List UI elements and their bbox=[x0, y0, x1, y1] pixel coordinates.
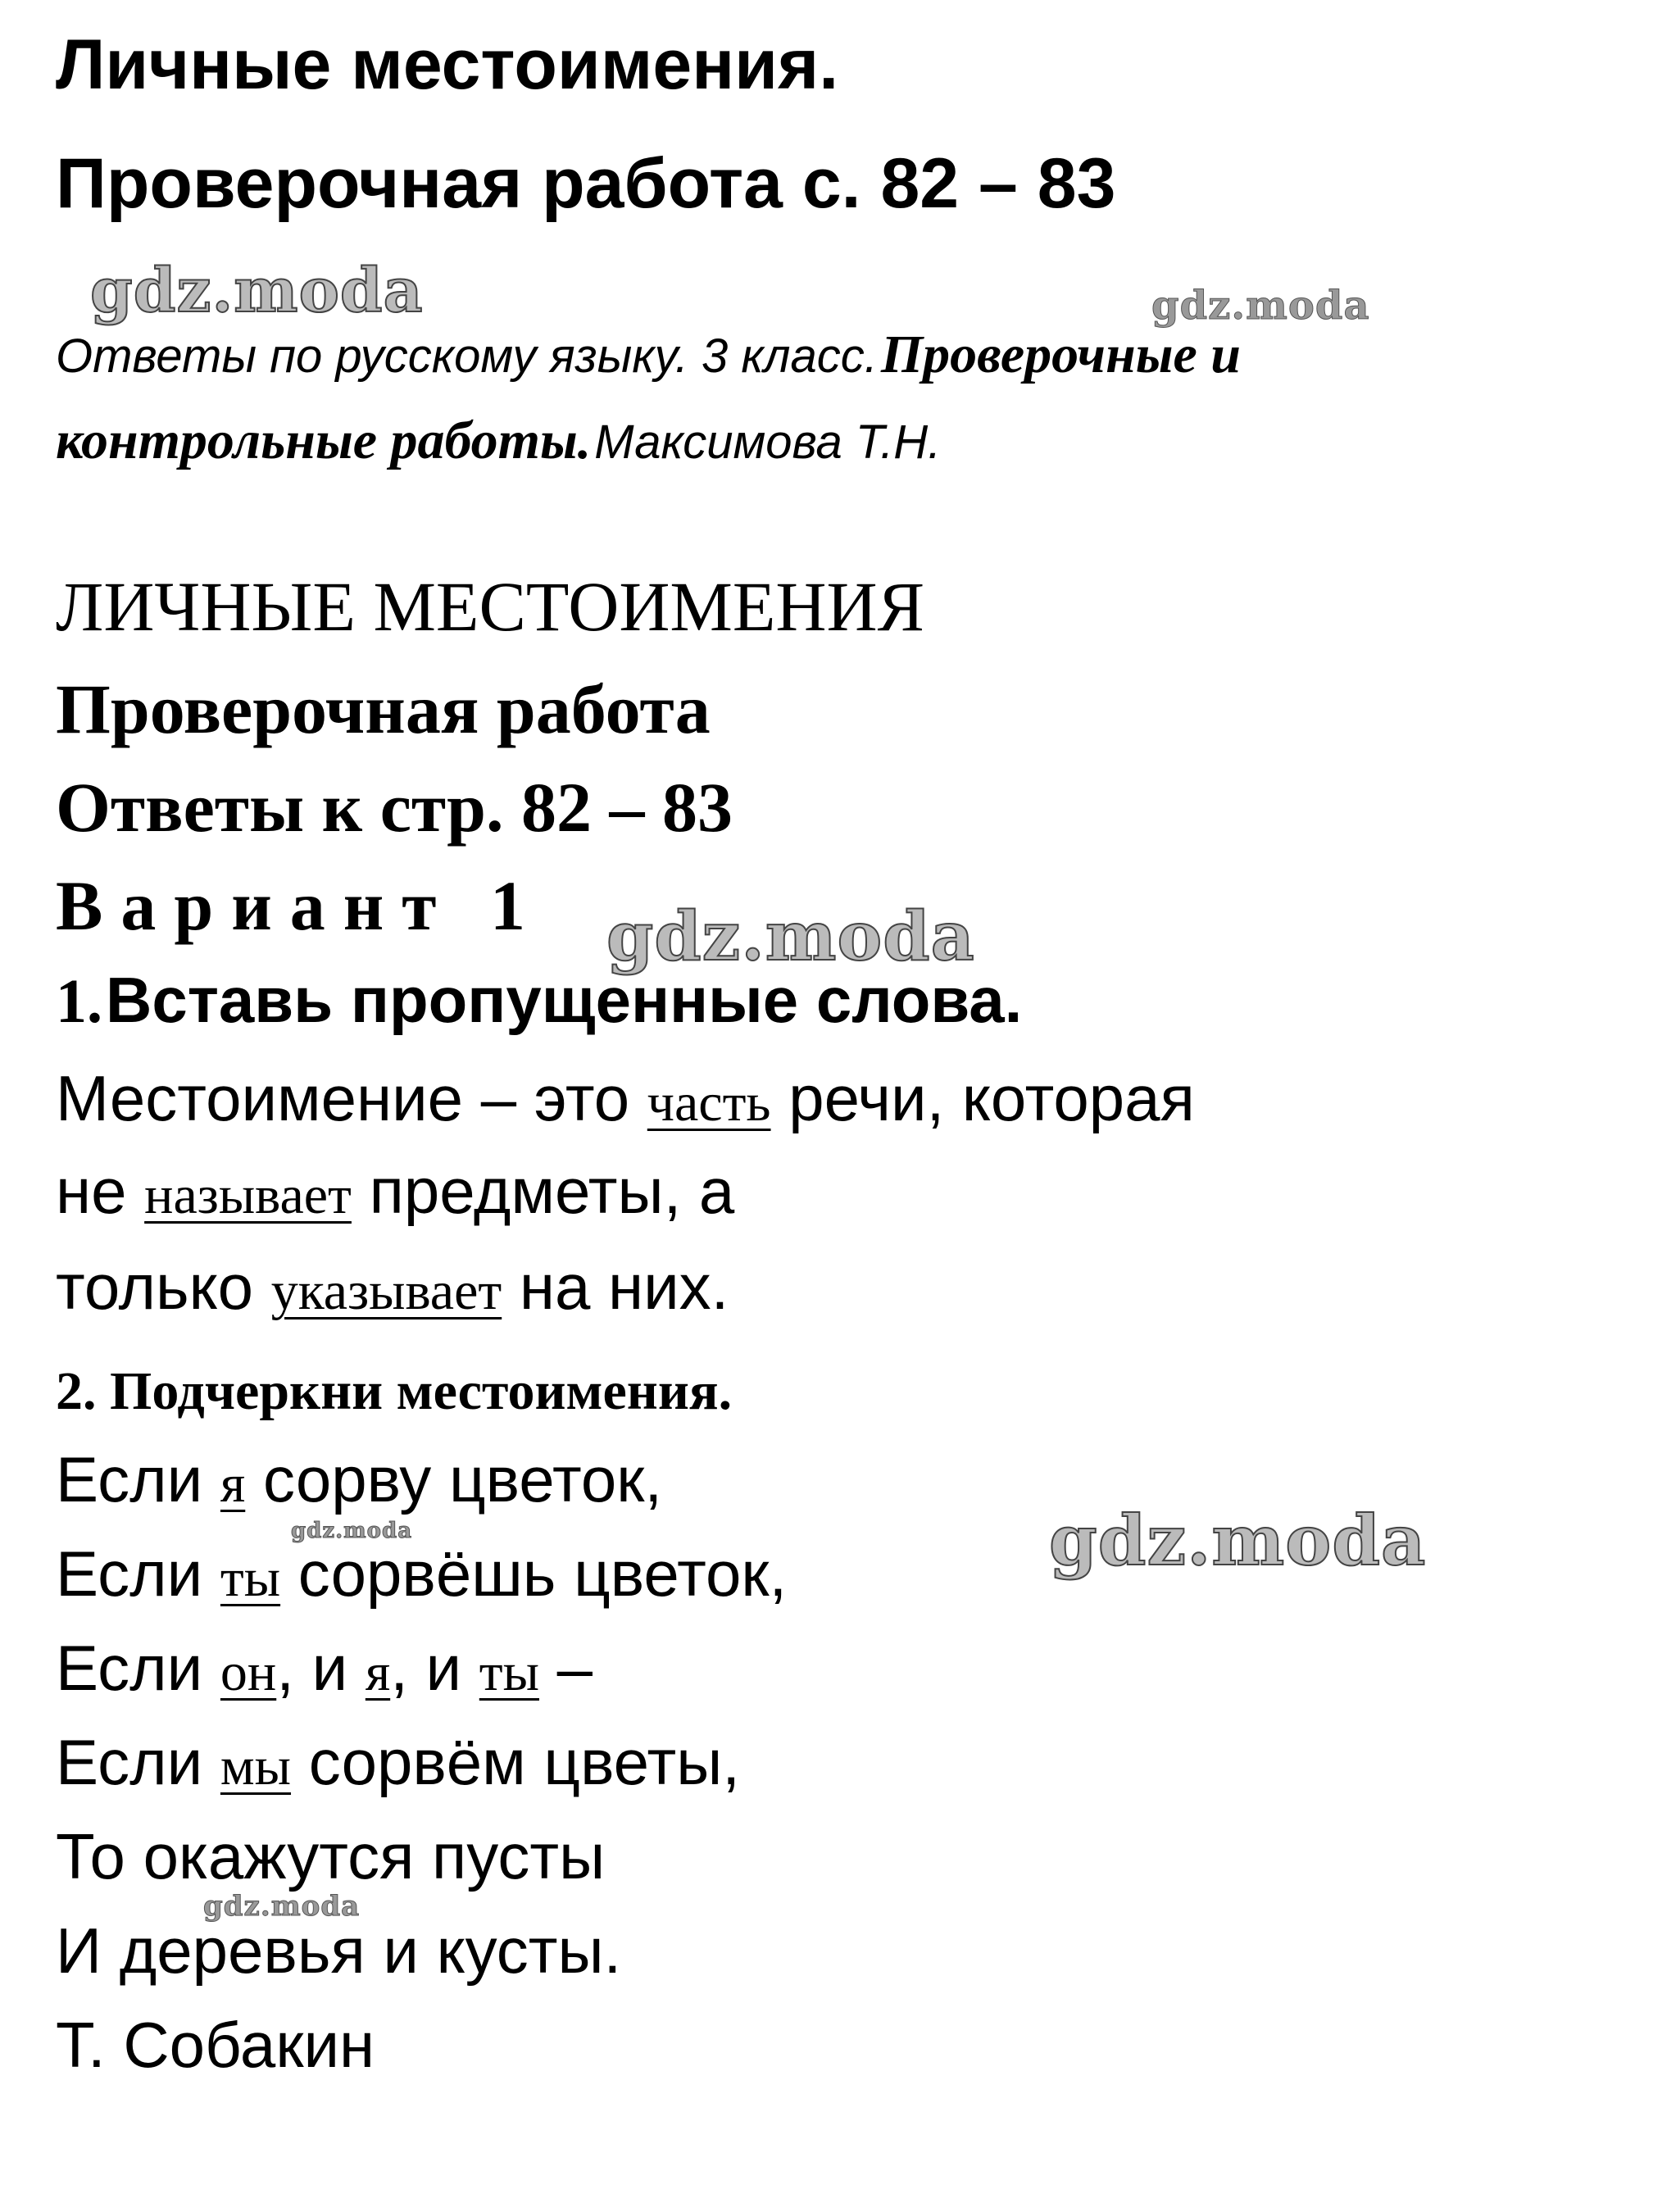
pronoun-on: он bbox=[220, 1642, 277, 1702]
fill-word-part: часть bbox=[647, 1073, 771, 1133]
task1-line2-start: не bbox=[56, 1155, 127, 1227]
poem-word: сорвём цветы, bbox=[308, 1726, 740, 1798]
task1-line1-end: речи, которая bbox=[788, 1062, 1195, 1134]
poem-word: Если bbox=[56, 1443, 203, 1515]
task1-line1 bbox=[56, 1061, 1195, 1136]
task1-line2 bbox=[56, 1154, 734, 1229]
poem-line2 bbox=[56, 1537, 787, 1611]
watermark-logo: gdz.moda bbox=[90, 256, 424, 326]
poem-line6: И деревья и кусты. bbox=[56, 1914, 622, 1987]
task1-line1-start: Местоимение – это bbox=[56, 1062, 630, 1134]
pronoun-ya-2: я bbox=[365, 1642, 391, 1702]
variant-heading: Вариант 1 bbox=[56, 866, 544, 945]
pronoun-my: мы bbox=[220, 1737, 292, 1796]
poem-line1 bbox=[56, 1442, 662, 1517]
task1-line2-end: предметы, а bbox=[369, 1155, 735, 1227]
poem-line5: То окажутся пусты bbox=[56, 1820, 606, 1892]
watermark-logo: gdz.moda bbox=[291, 1519, 413, 1543]
poem-word: сорвёшь цветок, bbox=[297, 1537, 788, 1610]
pronoun-ya: я bbox=[220, 1454, 246, 1514]
subtitle-line2 bbox=[56, 410, 941, 472]
fill-word-points: указывает bbox=[270, 1261, 502, 1321]
poem-author: Т. Собакин bbox=[56, 2009, 375, 2081]
fill-word-names: называет bbox=[144, 1165, 352, 1225]
poem-word: Если bbox=[56, 1632, 203, 1704]
work-heading: Проверочная работа bbox=[56, 670, 711, 748]
pronoun-ty-2: ты bbox=[479, 1642, 539, 1702]
watermark-logo: gdz.moda bbox=[1151, 283, 1370, 329]
task1-line3-end: на них. bbox=[519, 1251, 729, 1323]
page-title-line1: Личные местоимения. bbox=[56, 25, 839, 104]
task1-line3 bbox=[56, 1250, 729, 1324]
poem-word: , и bbox=[390, 1632, 462, 1704]
subtitle-prefix: Ответы по русскому языку. 3 класс. bbox=[56, 329, 878, 383]
watermark-logo: gdz.moda bbox=[1049, 1500, 1427, 1581]
book-title-part1: Проверочные и bbox=[880, 325, 1242, 384]
pronoun-ty: ты bbox=[220, 1548, 281, 1608]
page-title-line2: Проверочная работа с. 82 – 83 bbox=[56, 144, 1116, 223]
task1-title-text: Вставь пропущенные слова. bbox=[106, 964, 1023, 1036]
author-name: Максимова Т.Н. bbox=[594, 416, 942, 469]
poem-line4 bbox=[56, 1725, 740, 1800]
book-title-part2: контрольные работы. bbox=[56, 411, 592, 470]
poem-dash: – bbox=[556, 1632, 593, 1704]
watermark-logo: gdz.moda bbox=[606, 897, 975, 976]
pages-heading: Ответы к стр. 82 – 83 bbox=[56, 768, 733, 847]
watermark-logo: gdz.moda bbox=[203, 1890, 361, 1923]
poem-line3 bbox=[56, 1631, 593, 1706]
task1-number: 1. bbox=[56, 967, 102, 1036]
poem-word: сорву цветок, bbox=[262, 1443, 663, 1515]
task1-line3-start: только bbox=[56, 1251, 254, 1323]
poem-word: Если bbox=[56, 1537, 203, 1610]
topic-heading: ЛИЧНЫЕ МЕСТОИМЕНИЯ bbox=[56, 567, 925, 646]
task2-title: 2. Подчеркни местоимения. bbox=[56, 1361, 733, 1421]
poem-word: , и bbox=[276, 1632, 348, 1704]
poem-word: Если bbox=[56, 1726, 203, 1798]
subtitle-line1 bbox=[56, 324, 1241, 386]
